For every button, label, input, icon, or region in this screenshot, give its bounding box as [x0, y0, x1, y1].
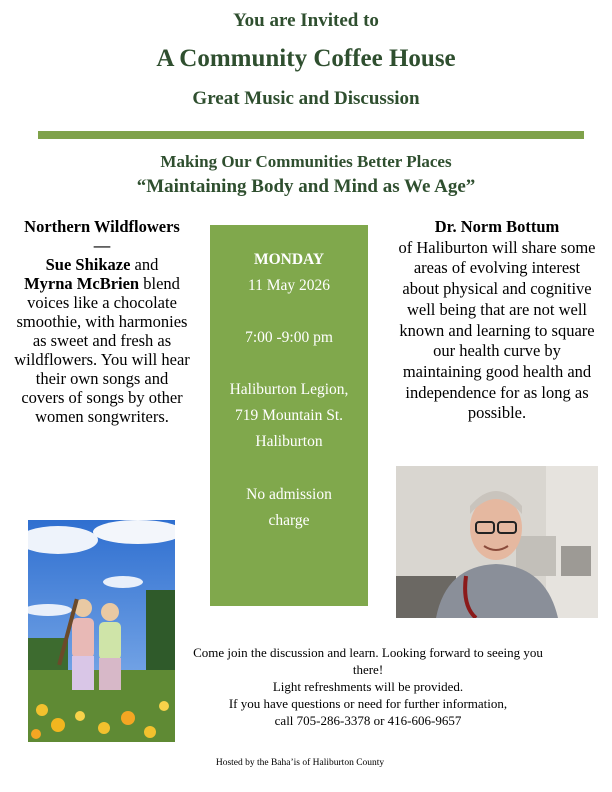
speaker-section: [396, 217, 598, 424]
performer-name: Myrna McBrien: [24, 274, 140, 293]
performers-photo: [28, 520, 175, 742]
performers-section: [14, 217, 190, 426]
admission-line: charge: [268, 512, 310, 529]
conjunction: and: [134, 255, 159, 274]
event-time: 7:00 -9:00 pm: [245, 329, 333, 346]
venue-line: Haliburton: [255, 433, 323, 450]
performers-description: blend voices like a chocolate smoothie, with harmonies as sweet and fresh as wildflowers. You will hear their own songs and covers of songs by other women songwriters.: [14, 274, 190, 426]
event-details-box: [210, 225, 368, 606]
event-tagline: Great Music and Discussion: [192, 88, 420, 109]
divider-bar: [38, 131, 584, 139]
invite-line: You are Invited to: [233, 10, 379, 31]
theme-subtitle: “Maintaining Body and Mind as We Age”: [136, 176, 476, 197]
event-date: 11 May 2026: [247, 277, 331, 294]
admission-note: [210, 482, 368, 534]
speaker-name: Dr. Norm Bottum: [434, 217, 560, 236]
speaker-photo: [396, 466, 598, 618]
venue-line: 719 Mountain St.: [234, 407, 344, 424]
event-day: MONDAY: [253, 251, 325, 268]
group-name: Northern Wildflowers —: [24, 217, 180, 255]
closing-line: Come join the discussion and learn. Looking forward to seeing you there!: [193, 645, 543, 677]
venue-line: Haliburton Legion,: [229, 381, 349, 398]
admission-line: No admission: [246, 486, 332, 503]
speaker-description: of Haliburton will share some areas of evolving interest about physical and cognitive well being that are not well known and learning to square our health curve by maintaining good health and independence for as long as possible.: [398, 237, 596, 423]
closing-line: If you have questions or need for further information,: [228, 696, 508, 711]
closing-line: Light refreshments will be provided.: [272, 679, 464, 694]
host-credit: Hosted by the Baha’is of Haliburton County: [215, 758, 385, 768]
performer-name: Sue Shikaze: [45, 255, 131, 274]
contact-line: call 705-286-3378 or 416-606-9657: [274, 713, 462, 728]
theme-heading: Making Our Communities Better Places: [160, 152, 452, 171]
closing-message: [186, 644, 550, 729]
event-title: A Community Coffee House: [156, 45, 456, 72]
event-venue: [210, 377, 368, 455]
